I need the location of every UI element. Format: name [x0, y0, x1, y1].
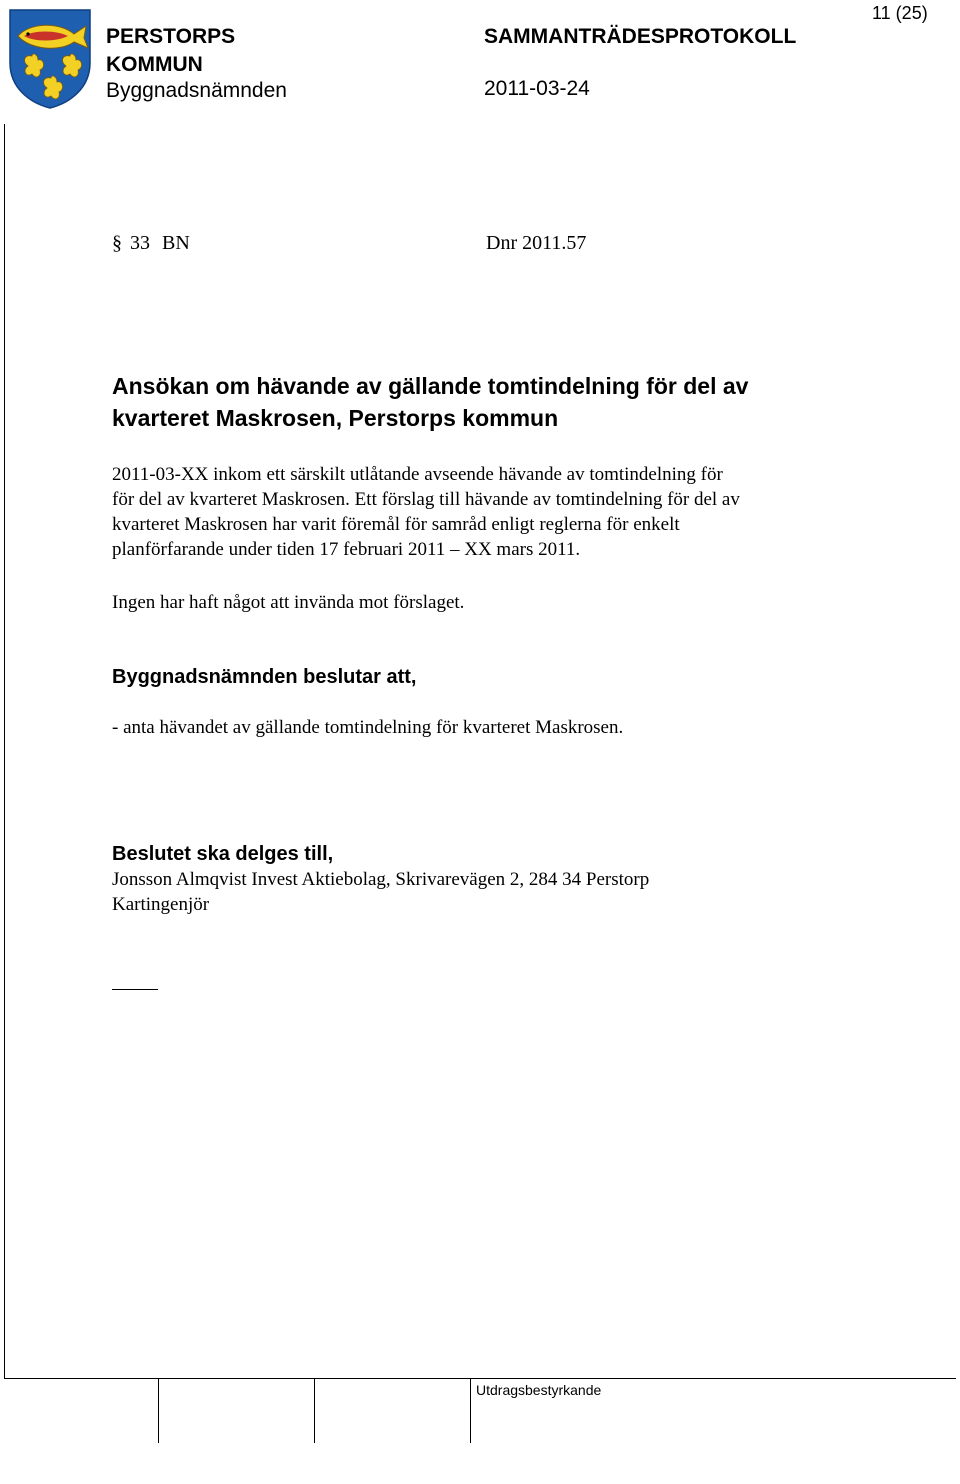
committee-code: BN: [162, 232, 190, 254]
department-name: Byggnadsnämnden: [106, 79, 287, 102]
title-line2: kvarteret Maskrosen, Perstorps kommun: [112, 405, 559, 431]
delivery-recipient-1: Jonsson Almqvist Invest Aktiebolag, Skrivarevägen 2, 284 34 Perstorp: [112, 869, 650, 890]
body-line: för del av kvarteret Maskrosen. Ett förslag till hävande av tomtindelning för del av: [112, 489, 740, 510]
title-line1: Ansökan om hävande av gällande tomtindelning för del av: [112, 373, 749, 399]
body-paragraph-2: Ingen har haft något att invända mot förslaget.: [112, 592, 465, 613]
body-line: kvarteret Maskrosen har varit föremål för samråd enligt reglerna för enkelt: [112, 514, 680, 535]
certification-label: Utdragsbestyrkande: [476, 1382, 602, 1398]
footer-top-line: [4, 1378, 956, 1379]
diary-number: Dnr 2011.57: [486, 232, 587, 254]
paragraph-number: 33: [130, 232, 150, 254]
footer-divider-2: [314, 1379, 315, 1443]
org-name-line2: KOMMUN: [106, 53, 203, 76]
meeting-date: 2011-03-24: [484, 77, 590, 100]
body-line: 2011-03-XX inkom ett särskilt utlåtande avseende hävande av tomtindelning för: [112, 464, 723, 485]
org-name-line1: PERSTORPS: [106, 25, 236, 48]
delivery-recipient-2: Kartingenjör: [112, 894, 210, 915]
shield-icon: [8, 8, 92, 110]
left-margin-line: [4, 124, 5, 1378]
delivery-heading: Beslutet ska delges till,: [112, 843, 334, 865]
document-type: SAMMANTRÄDESPROTOKOLL: [484, 25, 797, 48]
body-line: planförfarande under tiden 17 februari 2011 – XX mars 2011.: [112, 539, 581, 560]
decision-heading: Byggnadsnämnden beslutar att,: [112, 666, 417, 688]
coat-of-arms-logo: [8, 8, 92, 110]
footer-divider-3: [470, 1379, 471, 1443]
page-number: 11 (25): [872, 3, 928, 23]
decision-item: - anta hävandet av gällande tomtindelning för kvarteret Maskrosen.: [112, 717, 624, 738]
body-paragraph-1: [112, 462, 740, 562]
section-sign: §: [112, 232, 122, 254]
footer-divider-1: [158, 1379, 159, 1443]
separator-line: [112, 989, 158, 990]
